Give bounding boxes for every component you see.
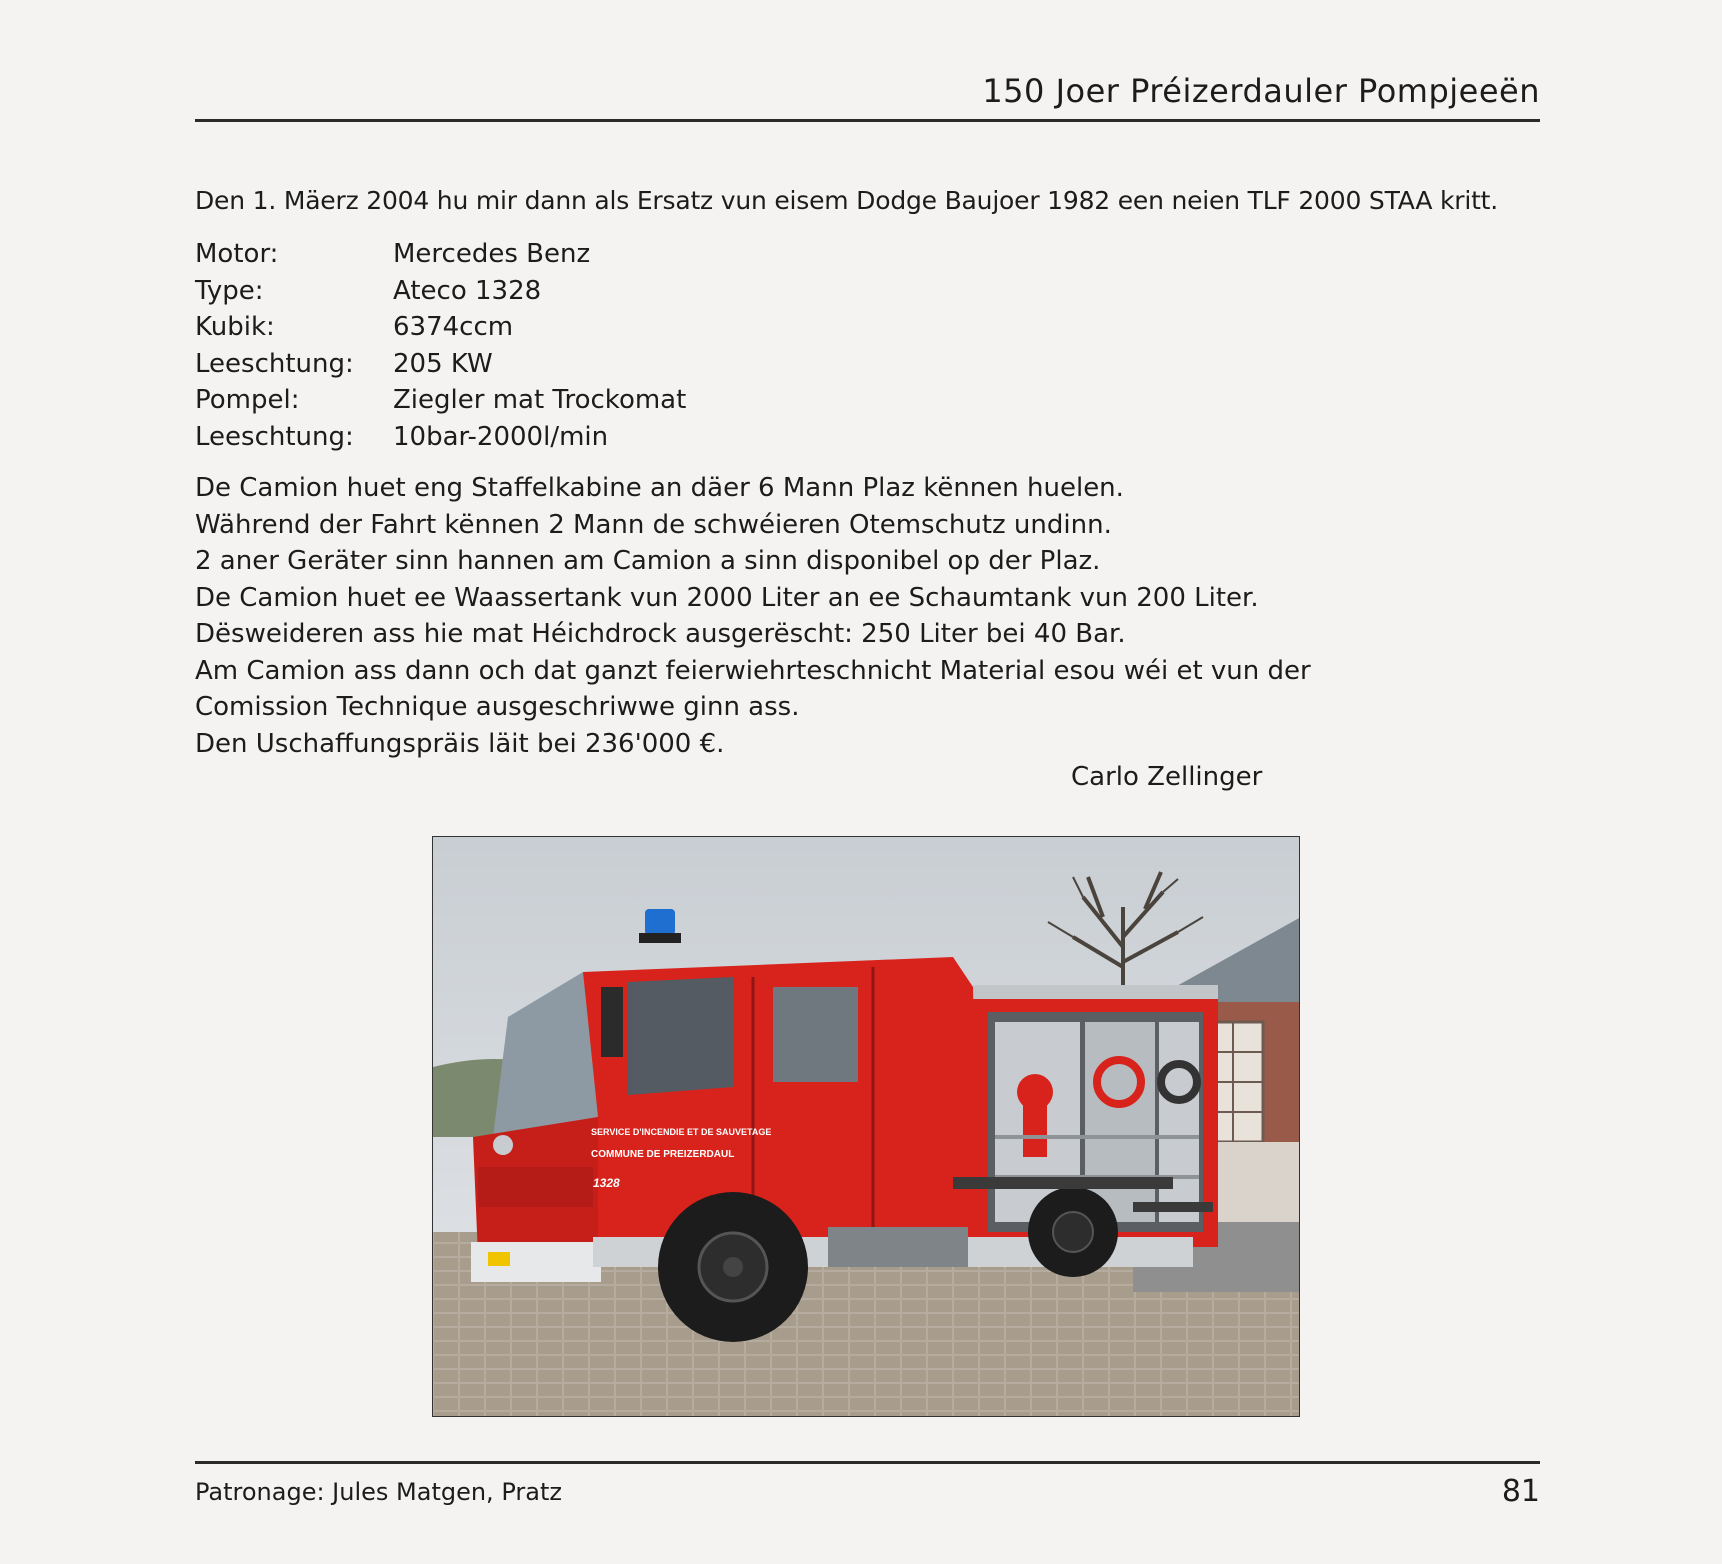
body-line: Dësweideren ass hie mat Héichdrock ausgerëscht: 250 Liter bei 40 Bar. <box>195 619 1126 649</box>
author-signature: Carlo Zellinger <box>1071 762 1263 792</box>
spec-row-leeschtung-motor <box>195 346 686 383</box>
spec-row-kubik <box>195 309 686 346</box>
body-line: Während der Fahrt kënnen 2 Mann de schwéieren Otemschutz undinn. <box>195 509 1112 540</box>
beacon-light-icon <box>645 909 675 935</box>
spec-row-motor <box>195 236 686 273</box>
door-text-line-2: COMMUNE DE PREIZERDAUL <box>591 1149 735 1160</box>
rear-wheel-icon <box>1028 1187 1118 1277</box>
footer-rule <box>195 1461 1540 1464</box>
spec-row-leeschtung-pump <box>195 419 686 456</box>
spec-row-type <box>195 273 686 310</box>
spec-label: Kubik: <box>195 312 275 342</box>
spec-value: 10bar-2000l/min <box>393 421 609 452</box>
body-line: 2 aner Geräter sinn hannen am Camion a sinn disponibel op der Plaz. <box>195 546 1101 576</box>
spec-value: Mercedes Benz <box>393 239 591 269</box>
body-line: Den Uschaffungspräis läit bei 236'000 €. <box>195 728 725 759</box>
body-line: Comission Technique ausgeschriwwe ginn ass. <box>195 692 800 722</box>
spec-value: Ateco 1328 <box>393 275 542 306</box>
spec-label: Motor: <box>195 239 279 269</box>
door-text-line-1: SERVICE D'INCENDIE ET DE SAUVETAGE <box>591 1127 772 1137</box>
spec-value: 6374ccm <box>393 312 514 342</box>
spec-row-pompel <box>195 382 686 419</box>
page-number: 81 <box>1501 1474 1540 1509</box>
spec-label: Leeschtung: <box>195 348 354 379</box>
running-header-title: 150 Joer Préizerdauler Pompjeeën <box>982 72 1540 110</box>
fire-truck-illustration <box>433 837 1300 1417</box>
body-line: De Camion huet ee Waassertank vun 2000 Liter an ee Schaumtank vun 200 Liter. <box>195 582 1259 613</box>
front-wheel-icon <box>658 1192 808 1342</box>
spec-label: Pompel: <box>195 385 300 415</box>
spec-value: 205 KW <box>393 348 493 379</box>
intro-paragraph: Den 1. Mäerz 2004 hu mir dann als Ersatz vun eisem Dodge Baujoer 1982 een neien TLF 2000 STAA kritt. <box>195 186 1499 215</box>
body-line: De Camion huet eng Staffelkabine an däer 6 Mann Plaz kënnen huelen. <box>195 473 1124 503</box>
spec-label: Leeschtung: <box>195 421 354 452</box>
spec-list <box>195 236 686 455</box>
body-paragraph <box>195 470 1311 762</box>
spec-value: Ziegler mat Trockomat <box>393 385 687 415</box>
spec-label: Type: <box>195 275 264 306</box>
body-line: Am Camion ass dann och dat ganzt feierwiehrteschnicht Material esou wéi et vun der <box>195 655 1311 686</box>
patronage-note: Patronage: Jules Matgen, Pratz <box>195 1478 562 1506</box>
header-rule <box>195 119 1540 122</box>
model-badge: 1328 <box>593 1176 620 1190</box>
fire-truck-photo <box>432 836 1300 1417</box>
